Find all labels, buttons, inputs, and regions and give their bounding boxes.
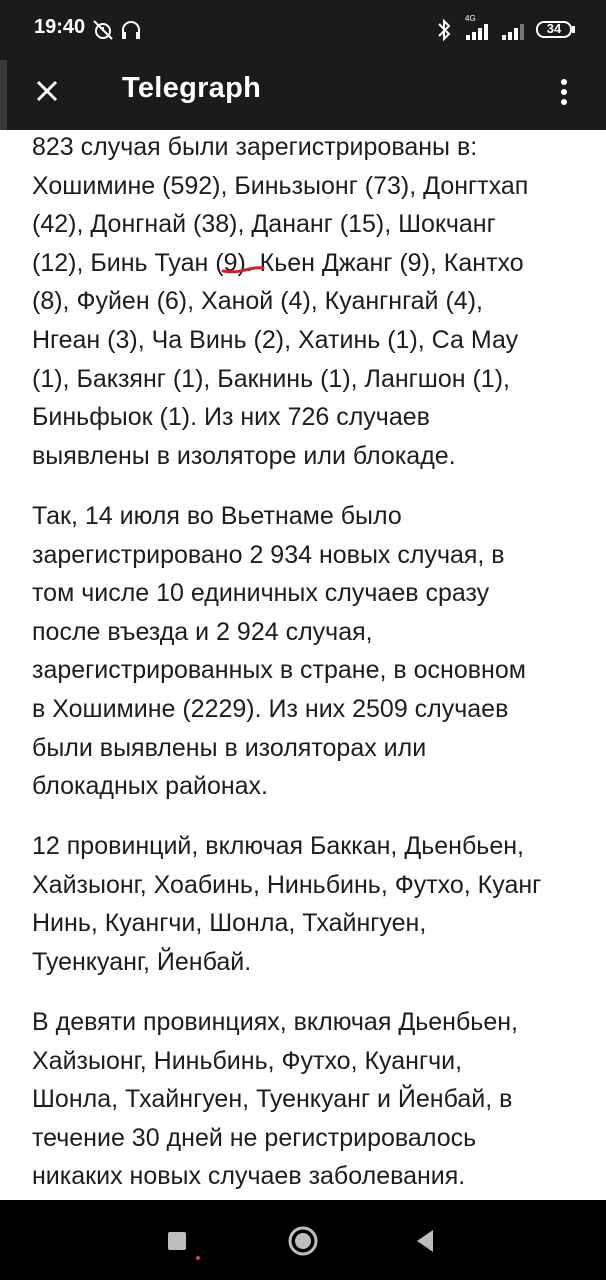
- signal-strength-2-icon: [500, 22, 528, 40]
- battery-tip: [572, 26, 575, 33]
- alarm-off-icon: [92, 20, 114, 40]
- back-triangle-icon[interactable]: [414, 1228, 436, 1254]
- signal-strength-icon: [464, 22, 494, 40]
- article-paragraph-3: 12 провинций, включая Баккан, Дьенбьен, Хайзыонг, Хоабинь, Ниньбинь, Футхо, Куанг Нинь, Куангчи, Шонла, Тхайнгуен, Туенкуанг, Йенбай.: [32, 832, 542, 976]
- handwritten-underline: [221, 265, 265, 275]
- article-paragraph-2: Так, 14 июля во Вьетнаме было зарегистрировано 2 934 новых случая, в том числе 10 единичных случаев сразу после въезда и 2 924 случая, зарегистрированных в стране, в основном в Хошимине (2229). Из них 2509 случаев были выявлены в изоляторах или блокадных районах.: [32, 502, 526, 801]
- app-bar: [0, 60, 606, 130]
- battery-icon: [536, 21, 572, 38]
- headphones-icon: [120, 20, 142, 40]
- article-content: [0, 130, 606, 1200]
- navigation-bar: [0, 1200, 606, 1280]
- home-circle-icon[interactable]: [286, 1224, 320, 1258]
- app-title: Telegraph: [122, 72, 262, 104]
- battery-level: 34: [546, 21, 562, 36]
- status-time: 19:40: [34, 16, 86, 38]
- more-vert-icon[interactable]: [552, 72, 576, 112]
- recents-square-icon[interactable]: [168, 1232, 186, 1250]
- bluetooth-icon: [436, 18, 452, 42]
- close-icon[interactable]: [30, 74, 64, 108]
- article-paragraph-4: В девяти провинциях, включая Дьенбьен, Хайзыонг, Ниньбинь, Футхо, Куангчи, Шонла, Тхайнгуен, Туенкуанг и Йенбай, в течение 30 дней не регистрировалось никаких новых случаев заболевания.: [32, 1008, 518, 1191]
- notification-dot: [196, 1256, 200, 1260]
- status-bar: [0, 0, 606, 60]
- network-type-label: 4G: [465, 14, 476, 23]
- edge-strip: [0, 60, 7, 130]
- article-paragraph-1: 823 случая были зарегистрированы в: Хошимине (592), Биньзыонг (73), Донгтхап (42), Донгнай (38), Дананг (15), Шокчанг (12), Бинь Туан (9). Кьен Джанг (9), Кантхо (8), Фуйен (6), Ханой (4), Куангнгай (4), Нгеан (3), Ча Винь (2), Хатинь (1), Са Мау (1), Бакзянг (1), Бакнинь (1), Лангшон (1), Биньфыок (1). Из них 726 случаев выявлены в изоляторе или блокаде.: [32, 133, 529, 470]
